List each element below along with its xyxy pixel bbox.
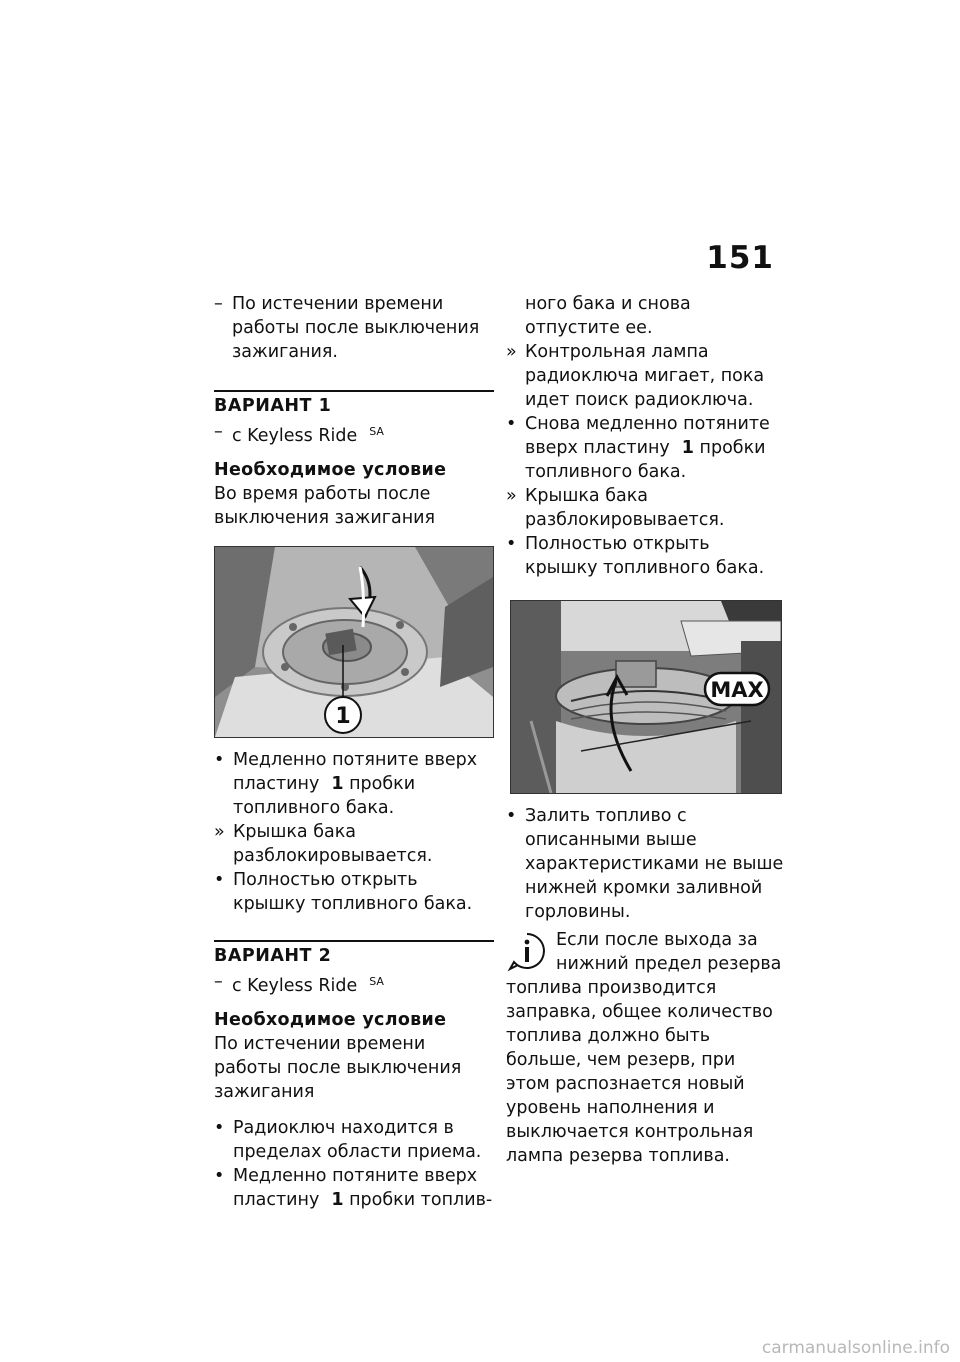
bullet-marker: • <box>506 534 517 554</box>
step-text: Медленно потяните вверх пластину <box>233 750 478 794</box>
step-text: Радиоключ находится в пределах области приема. <box>233 1118 482 1162</box>
sa-badge: SA <box>369 975 384 988</box>
variant1-condition-title: Необходимое условие <box>214 460 447 480</box>
footer-watermark: carmanualsonline.info <box>761 1338 950 1358</box>
right-column <box>506 292 784 1168</box>
step <box>214 1116 494 1164</box>
option-text: с Keyless Ride <box>232 426 358 446</box>
step-text: пробки топливного бака. <box>233 774 416 818</box>
continuation-text: ного бака и снова отпустите ее. <box>525 294 691 338</box>
result-text: Контрольная лампа радиоключа мигает, пока идет поиск радиоключа. <box>525 342 765 410</box>
left-column <box>214 292 494 1212</box>
step-text: Полностью открыть крышку топливного бака. <box>233 870 473 914</box>
variant2-condition-text: По истечении времени работы после выключения зажигания <box>214 1034 462 1102</box>
bullet-marker: • <box>214 1118 225 1138</box>
step-text: Залить топливо с описанными выше характеристиками не выше нижней кромки заливной горловины. <box>525 806 784 922</box>
variant2-option <box>214 970 494 998</box>
dash-marker: – <box>214 294 223 314</box>
bullet-marker: • <box>214 750 225 770</box>
figure-callout-1: 1 <box>335 704 351 729</box>
result-marker: » <box>506 486 517 506</box>
dash-marker: – <box>214 422 223 442</box>
result <box>214 820 494 868</box>
step <box>214 868 494 916</box>
step-text: Медленно потяните вверх пластину <box>233 1166 478 1210</box>
variant1-heading: ВАРИАНТ 1 <box>214 390 494 416</box>
step <box>506 804 784 924</box>
result-text: Крышка бака разблокировывается. <box>233 822 433 866</box>
sa-badge: SA <box>369 425 384 438</box>
dash-marker: – <box>214 972 223 992</box>
figure-callout-max: MAX <box>710 678 764 702</box>
ref-number: 1 <box>331 1190 344 1210</box>
step <box>214 1164 494 1212</box>
fuel-filler-figure <box>510 600 782 794</box>
step-text: пробки топлив- <box>349 1190 493 1210</box>
step <box>506 412 784 484</box>
intro-text: По истечении времени работы после выключения зажигания. <box>232 294 480 362</box>
result-marker: » <box>506 342 517 362</box>
page-number: 151 <box>706 240 774 276</box>
info-note <box>506 928 784 1168</box>
bullet-marker: • <box>506 806 517 826</box>
result-marker: » <box>214 822 225 842</box>
step-text: Снова медленно потяните вверх пластину <box>525 414 770 458</box>
fuel-cap-illustration <box>215 547 493 737</box>
fuel-filler-illustration <box>511 601 781 793</box>
fuel-cap-figure <box>214 546 494 738</box>
bullet-marker: • <box>506 414 517 434</box>
ref-number: 1 <box>681 438 694 458</box>
step <box>214 748 494 820</box>
step-text: Полностью открыть крышку топливного бака. <box>525 534 765 578</box>
result <box>506 340 784 412</box>
variant1-condition-text: Во время работы после выключения зажигания <box>214 484 436 528</box>
variant1-option <box>214 420 494 448</box>
result <box>506 484 784 532</box>
ref-number: 1 <box>331 774 344 794</box>
step-text: пробки топливного бака. <box>525 438 766 482</box>
variant2-condition-title: Необходимое условие <box>214 1010 447 1030</box>
step <box>506 532 784 580</box>
info-text: Если после выхода за нижний предел резерва топлива производится заправка, общее количество топлива должно быть больше, чем резерв, при этом распознается новый уровень наполнения и выключается контрольная лампа резерва топлива. <box>506 930 782 1166</box>
variant2-heading: ВАРИАНТ 2 <box>214 940 494 966</box>
bullet-marker: • <box>214 870 225 890</box>
result-text: Крышка бака разблокировывается. <box>525 486 725 530</box>
bullet-marker: • <box>214 1166 225 1186</box>
option-text: с Keyless Ride <box>232 976 358 996</box>
intro-item <box>214 292 494 364</box>
info-icon <box>506 930 548 972</box>
